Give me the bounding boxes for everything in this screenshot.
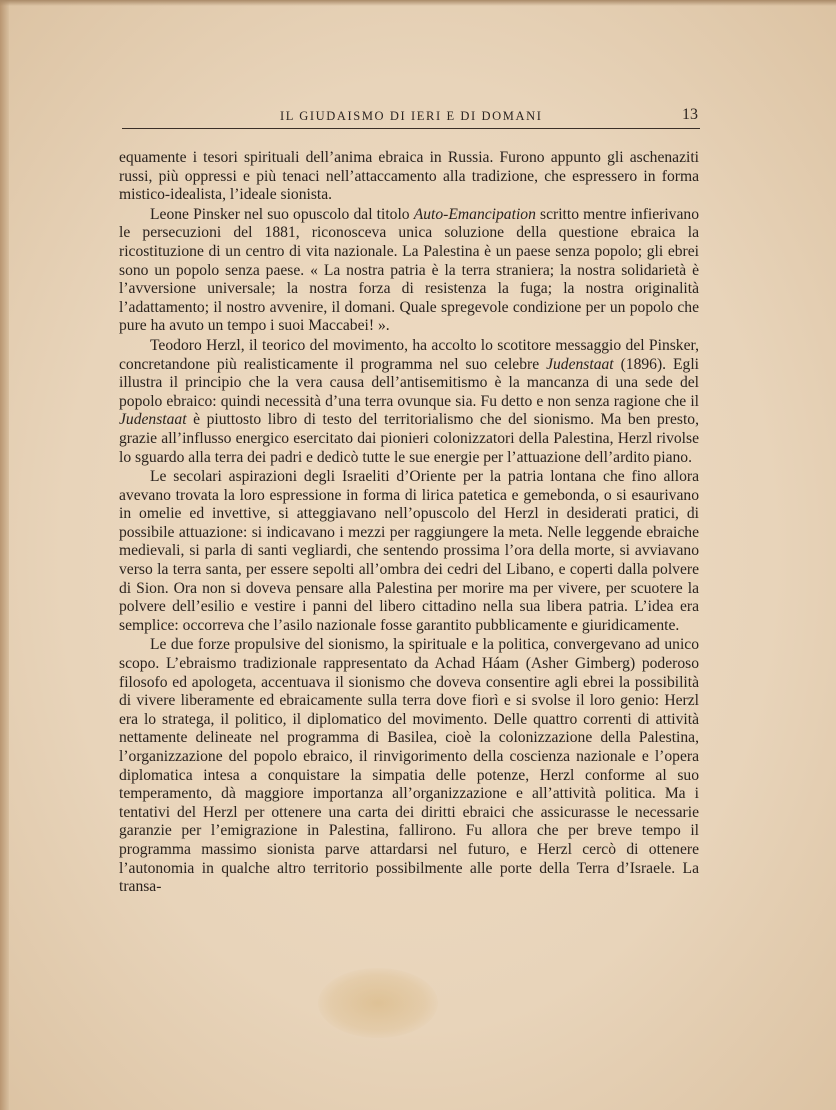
text-run: equamente i tesori spirituali dell’anima ebraica in Russia. Furono appunto gli aschenaziti russi, più oppressi e più tenaci nell’attaccamento alla tradizione, che espressero in forma mistico-idealista, l’ideale sionista. xyxy=(119,149,699,204)
running-header xyxy=(122,106,700,129)
paragraph xyxy=(119,206,699,336)
paragraph xyxy=(119,468,699,635)
italic-title: Judenstaat xyxy=(119,411,187,429)
page-left-edge-shadow xyxy=(0,0,9,1110)
paragraph xyxy=(119,337,699,467)
text-run: (1896). Egli illustra il principio che la vera causa dell’antisemitismo è la mancanza di una sede del popolo ebraico: quindi necessità d’una terra ovunque sia. Fu detto e non senza ragione che il xyxy=(119,355,699,410)
page-number: 13 xyxy=(682,106,698,123)
italic-title: Auto-Emancipation xyxy=(413,205,536,223)
paragraph xyxy=(119,149,699,205)
running-title: IL GIUDAISMO DI IERI E DI DOMANI xyxy=(280,109,543,123)
paper-stain xyxy=(318,968,438,1038)
italic-title: Judenstaat xyxy=(546,355,614,373)
text-run: Le due forze propulsive del sionismo, la spirituale e la politica, convergevano ad unico scopo. L’ebraismo tradizionale rappresentato da Achad Háam (Asher Gimberg) poderoso filosofo ed apologeta, accentuava il sionismo che doveva consentire agli ebrei la possibilità di vivere liberamente ed ebraicamente sulla terra dove fiorì e si svolse il loro genio: Herzl era lo stratega, il politico, il diplomatico del movimento. Delle quattro correnti di attività nettamente delineate nel programma di Basilea, cioè la colonizzazione della Palestina, l’organizzazione del popolo ebraico, il rinvigorimento della coscienza nazionale e l’opera diplomatica intesa a conquistare la simpatia delle potenze, Herzl conforme al suo temperamento, dà maggiore importanza all’organizzazione e all’attività politica. Ma i tentativi del Herzl per ottenere una carta dei diritti ebraici che assicurasse le necessarie garanzie per l’emigrazione in Palestina, fallirono. Fu allora che per breve tempo il programma massimo sionista parve attardarsi nel futuro, e Herzl cercò di ottenere l’autonomia in qualche altro territorio possibilmente alle porte della Terra d’Israele. La transa- xyxy=(119,636,699,896)
text-run: è piuttosto libro di testo del territorialismo che del sionismo. Ma ben presto, grazie all’influsso energico esercitato dai pionieri colonizzatori della Palestina, Herzl rivolse lo sguardo alla terra dei padri e dedicò tutte le sue energie per l’attuazione dell’ardito piano. xyxy=(119,411,699,466)
page-top-edge-shadow xyxy=(0,0,836,6)
text-run: scritto mentre infierivano le persecuzioni del 1881, riconosceva unica soluzione della questione ebraica la ricostituzione di un centro di vita nazionale. La Palestina è un paese senza popolo; gli ebrei sono un popolo senza paese. « La nostra patria è la terra straniera; la nostra solidarietà è l’avversione universale; la nostra forza di resistenza la fuga; la nostra originalità l’adattamento; il nostro avvenire, il domani. Quale spregevole condizione per un popolo che pure ha avuto un tempo i suoi Maccabei! ». xyxy=(119,205,699,335)
text-run: Leone Pinsker nel suo opuscolo dal titolo xyxy=(150,205,414,223)
body-text xyxy=(119,149,699,897)
text-run: Le secolari aspirazioni degli Israeliti d’Oriente per la patria lontana che fino allora avevano trovata la loro espressione in forma di lirica patetica e gemebonda, o si esaurivano in omelie ed invettive, si atteggiavano nell’opuscolo del Herzl in desiderati pratici, di possibile attuazione: si indicavano i mezzi per raggiungere la meta. Nelle leggende ebraiche medievali, si parla di santi vegliardi, che sentendo prossima l’ora della morte, si avviavano verso la terra santa, per essere sepolti all’ombra dei cedri del Libano, e coperti dalla polvere di Sion. Ora non si doveva pensare alla Palestina per morire ma per vivere, per scuotere la polvere dell’esilio e vestire i panni del libero cittadino nella sua libera patria. L’idea era semplice: occorreva che l’asilo nazionale fosse garantito pubblicamente e giuridicamente. xyxy=(119,468,699,634)
paragraph xyxy=(119,636,699,896)
text-run: Teodoro Herzl, il teorico del movimento, ha accolto lo scotitore messaggio del Pinsker, concretandone più realisticamente il programma nel suo celebre xyxy=(119,336,699,373)
